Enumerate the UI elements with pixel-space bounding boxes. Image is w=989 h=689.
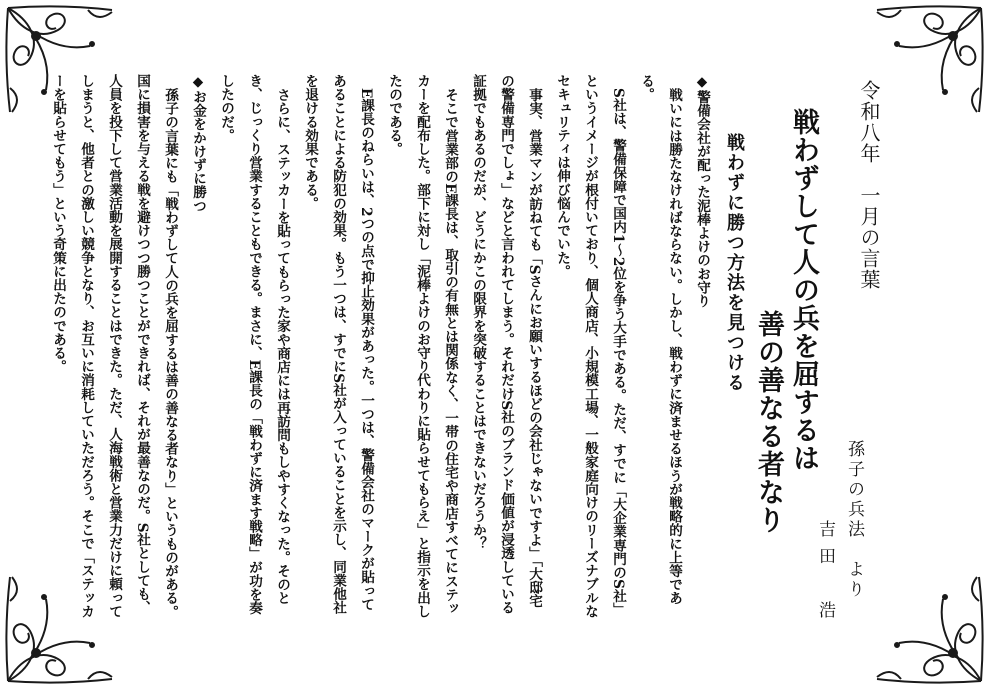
author-name: 吉田 浩 <box>815 520 835 628</box>
main-title-line-2: 善の善なる者なり <box>753 310 784 534</box>
paragraph: そこで営業部のE課長は、取引の有無とは関係なく、一帯の住宅や商店すべてにステッカーを配布した。部下に対し「泥棒よけのお守り代わりに貼らせてもらえ」と指示を出したのである。 <box>386 74 458 618</box>
section-heading: ◆警備会社が配った泥棒よけのお守り <box>694 74 710 308</box>
subtitle: 戦わずに勝つ方法を見つける <box>724 133 745 393</box>
flourish-corner-icon <box>869 569 989 689</box>
paragraph: S社は、警備保障で国内1〜2位を争う大手である。ただ、すでに「大企業専門のS社」というイメージが根付いており、個人商店、小規模工場、一般家庭向けのリーズナブルなセキュリティは伸び悩んでいた。 <box>554 74 626 618</box>
section-heading: ◆お金をかけずに勝つ <box>190 74 206 213</box>
main-title-line-1: 戦わずして人の兵を屈するは <box>788 108 819 472</box>
paragraph: さらに、ステッカーを貼ってもらった家や商店には再訪問もしやすくなった。そのとき、じっくり営業することもできる。まさに、E課長の「戦わずに済ます戦略」が功を奏したのだ。 <box>218 74 290 615</box>
paragraph: 事実、営業マンが訪ねても「Sさんにお願いするほどの会社じゃないですよ」「大邸宅の警備専門でしょ」などと言われてしまう。それだけS社のブランド価値が浸透している証拠でもあるのだが、どうにかこの限界を突破することはできないだろうか？ <box>470 74 542 615</box>
body-text <box>50 74 716 619</box>
paragraph: 戦いには勝たなければならない。しかし、戦わずに済ませるほうが戦略的に上等である。 <box>638 74 682 605</box>
date-heading: 令和八年 一月の言葉 <box>857 80 881 290</box>
paragraph: 孫子の言葉にも「戦わずして人の兵を屈するは善の善なる者なり」というものがある。国に損害を与える戦を避けつつ勝つことができれば、それが最善なのだ。S社としても、人員を投下して営業活動を展開することはできた。ただ、人海戦術と営業力だけに頼ってしまうと、他者との激しい競争となり、お互いに消耗していただろう。そこで「ステッカーを貼らせてもう」という奇策に出たのである。 <box>50 74 178 618</box>
paragraph: E課長のねらいは、2つの点で抑止効果があった。一つは、警備会社のマークが貼ってあることによる防犯の効果。もう一つは、すでにS社が入っていることを示し、同業他社を退ける効果である。 <box>302 74 374 615</box>
quote-source: 孫子の兵法 より <box>844 440 864 600</box>
flourish-corner-icon <box>869 0 989 120</box>
